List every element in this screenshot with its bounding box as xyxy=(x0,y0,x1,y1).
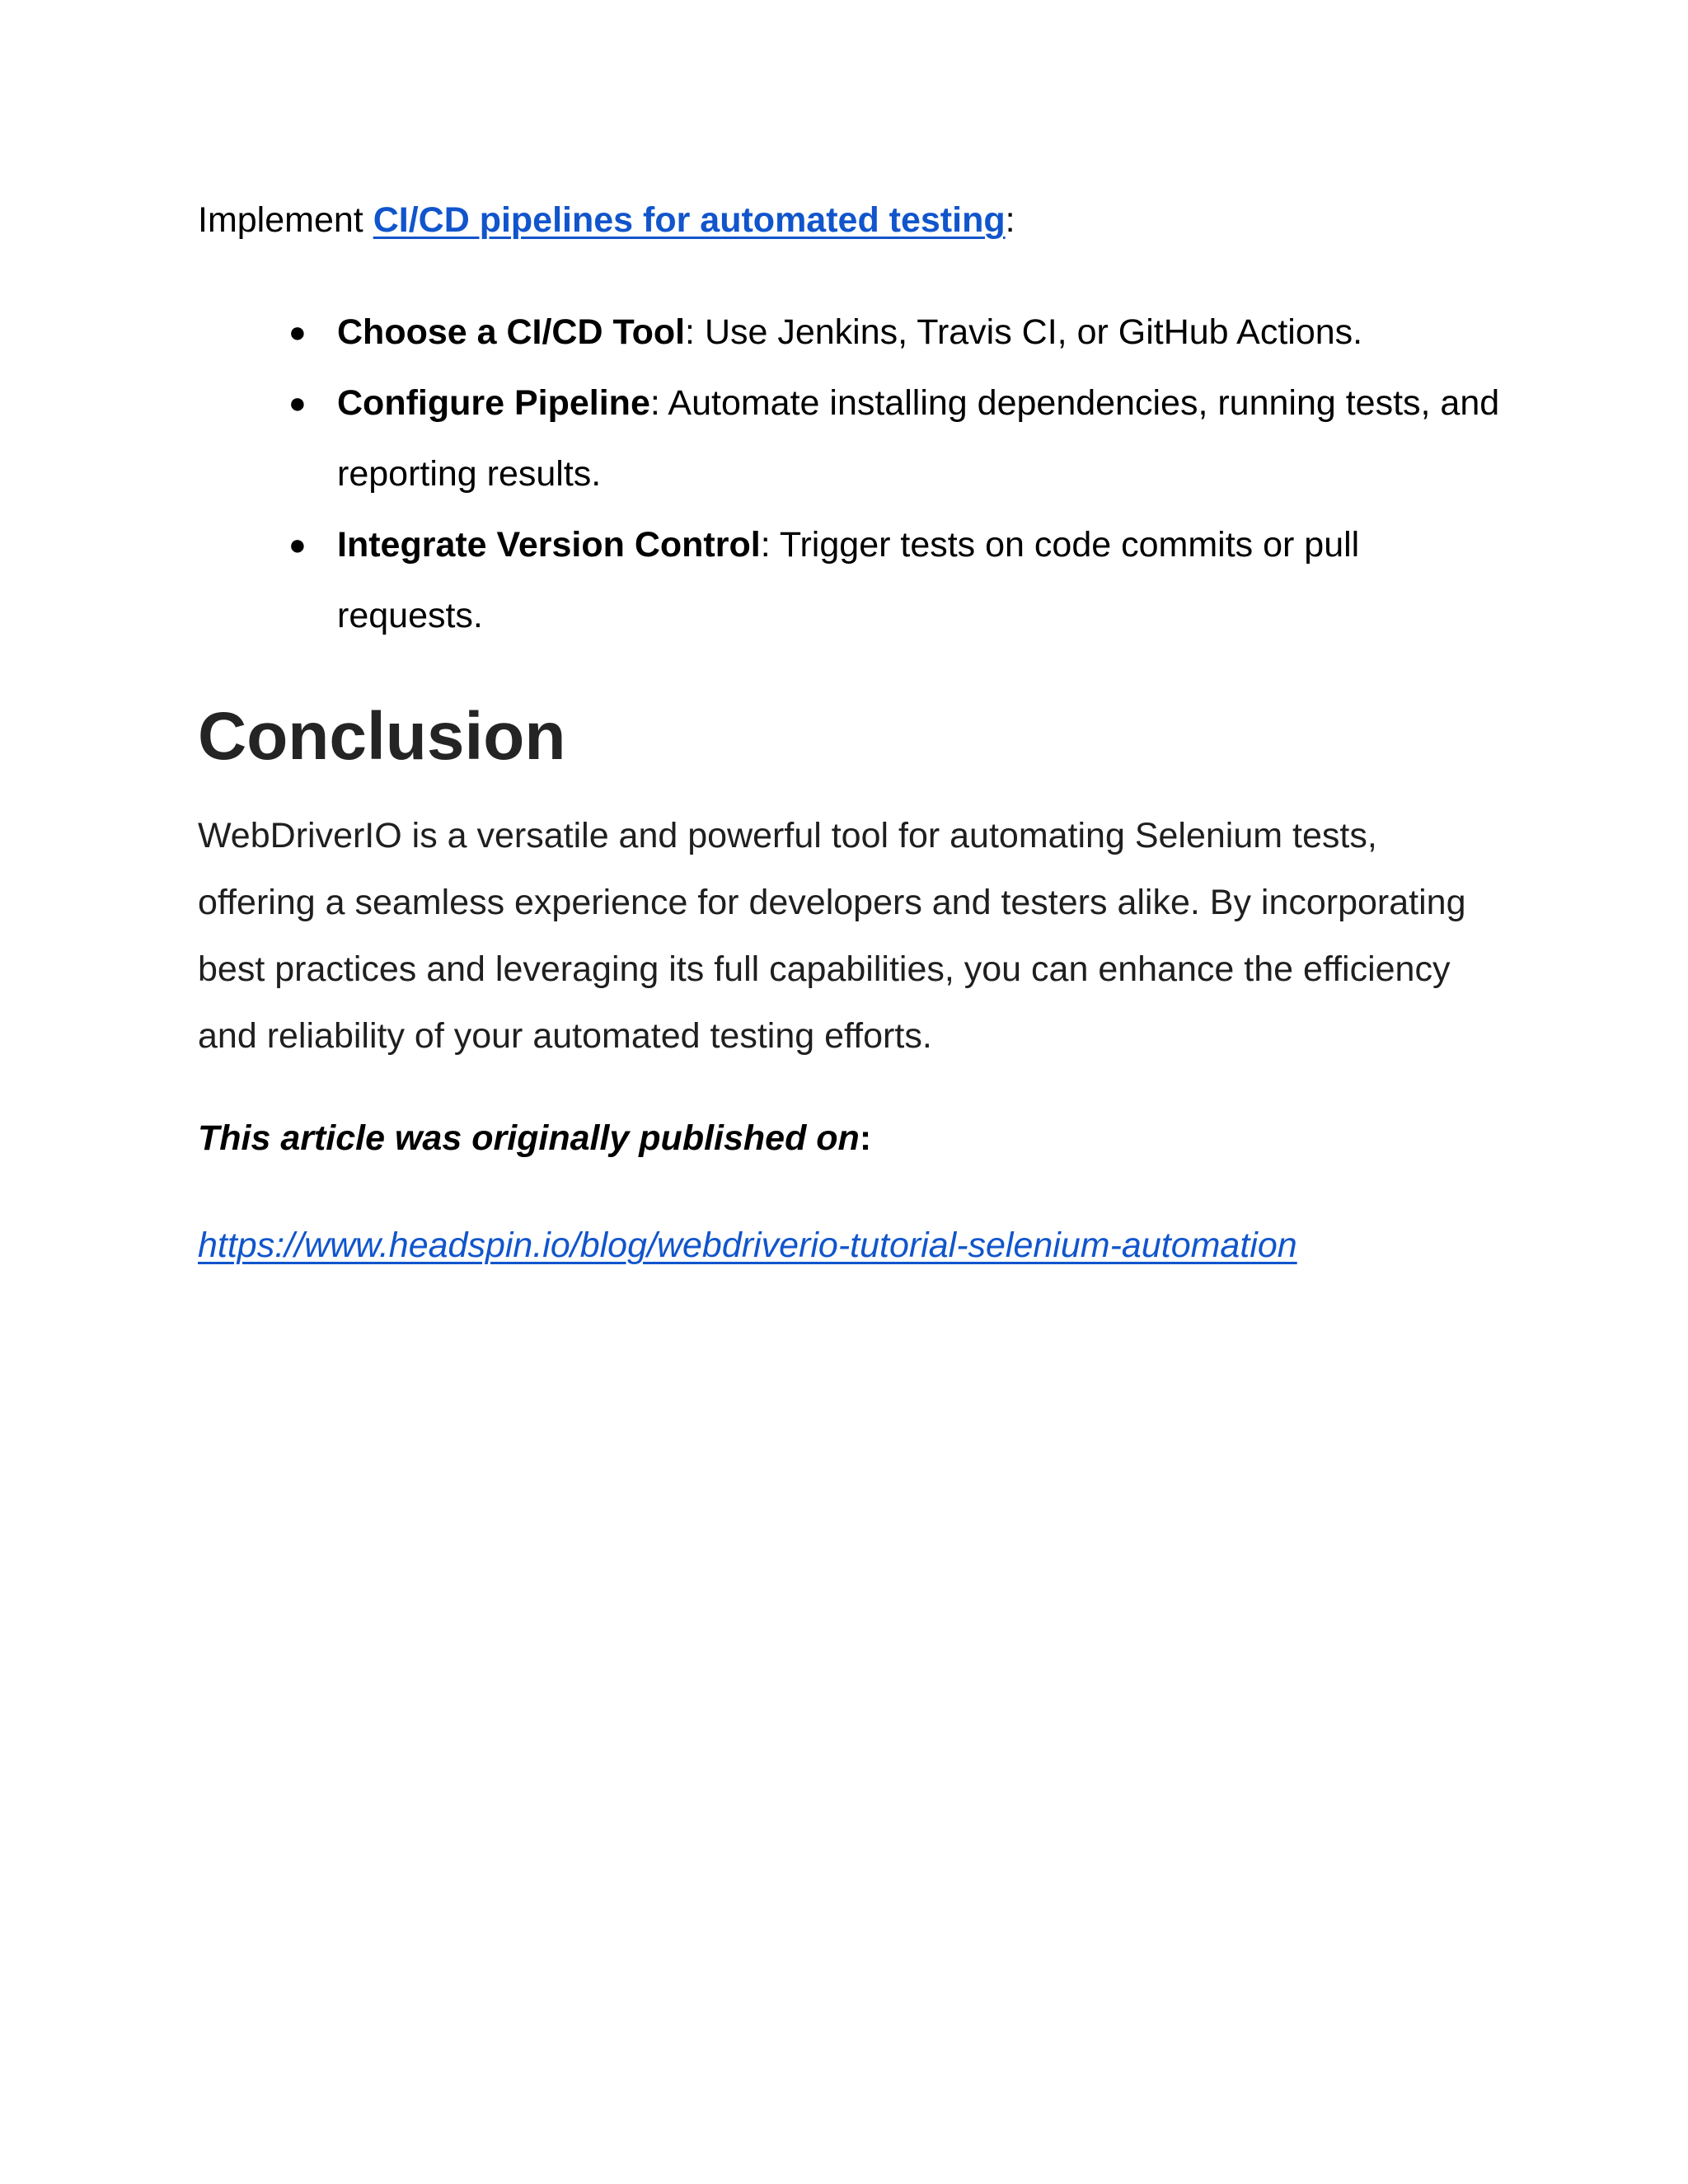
list-item xyxy=(198,368,1500,509)
step-term: Choose a CI/CD Tool xyxy=(337,312,686,352)
document-content xyxy=(198,191,1500,1274)
list-item xyxy=(198,297,1500,368)
conclusion-body: WebDriverIO is a versatile and powerful tool for automating Selenium tests, offering a seamless experience for developers and testers alike. By incorporating best practices and leveraging its full capabilities, you can enhance the efficiency and reliability of your automated testing efforts. xyxy=(198,816,1466,1056)
step-term: Configure Pipeline xyxy=(337,383,650,423)
intro-prefix: Implement xyxy=(198,200,373,240)
conclusion-heading: Conclusion xyxy=(198,699,566,774)
step-text: : Automate installing dependencies, running tests, and reporting results. xyxy=(337,383,1500,494)
cicd-pipelines-link[interactable]: CI/CD pipelines for automated testing xyxy=(373,200,1006,240)
steps-list xyxy=(198,297,1500,651)
source-url-paragraph xyxy=(198,1216,1500,1274)
list-item xyxy=(198,509,1500,651)
bullet-icon: ● xyxy=(288,386,307,419)
intro-suffix: : xyxy=(1005,200,1015,240)
intro-paragraph xyxy=(198,191,1500,249)
step-term: Integrate Version Control xyxy=(337,525,761,565)
step-text: : Use Jenkins, Travis CI, or GitHub Actions. xyxy=(685,312,1363,352)
source-label-text: This article was originally published on xyxy=(198,1118,860,1158)
source-label xyxy=(198,1109,1500,1167)
step-text: : Trigger tests on code commits or pull requests. xyxy=(337,525,1360,635)
bullet-icon: ● xyxy=(288,527,307,561)
source-url-link[interactable]: https://www.headspin.io/blog/webdriverio-tutorial-selenium-automation xyxy=(198,1226,1297,1265)
bullet-icon: ● xyxy=(288,315,307,349)
source-label-suffix: : xyxy=(859,1118,872,1158)
